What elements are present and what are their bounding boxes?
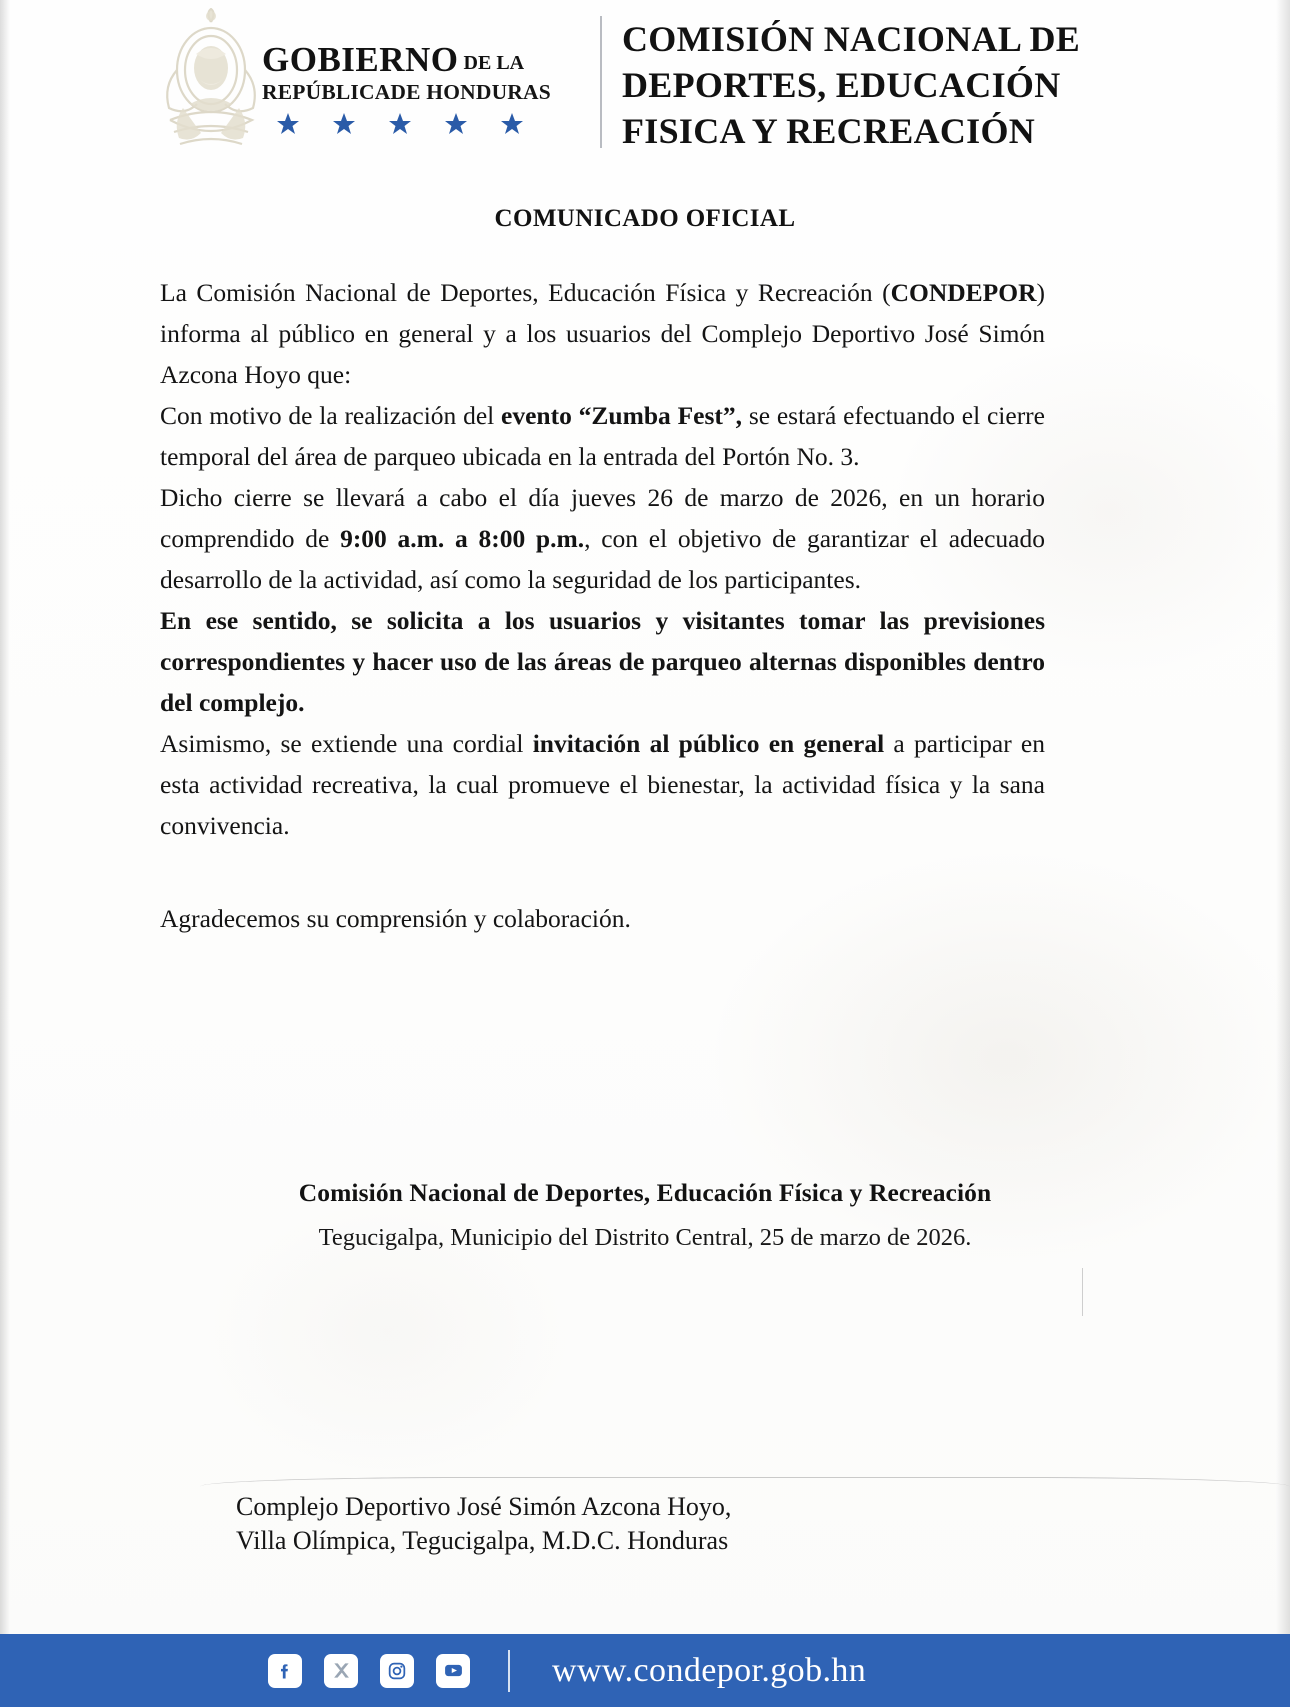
emphasis-text: evento “Zumba Fest”, xyxy=(501,401,743,430)
star-icon xyxy=(332,112,356,136)
institution-name xyxy=(622,16,1242,154)
paragraph-3 xyxy=(160,477,1045,600)
signature-place-date: Tegucigalpa, Municipio del Distrito Central, 25 de marzo de 2026. xyxy=(318,1224,972,1251)
footer-separator xyxy=(508,1650,510,1692)
header-divider xyxy=(600,16,602,148)
body-text: Con motivo de la realización del xyxy=(160,401,502,430)
page-title: COMUNICADO OFICIAL xyxy=(494,205,796,232)
emphasis-text: En ese sentido, se solicita a los usuarios y visitantes tomar las previsiones correspondientes y hacer uso de las áreas de parqueo alternas disponibles dentro del complejo. xyxy=(160,606,1045,717)
website-link[interactable]: www.condepor.gob.hn xyxy=(552,1651,867,1689)
republica-honduras-text: REPÚBLICADE HONDURAS xyxy=(262,80,551,104)
footer-address-line-1: Complejo Deportivo José Simón Azcona Hoyo, xyxy=(236,1492,732,1521)
body-text: , con el objetivo de garantizar el adecuado desarrollo de la actividad, así como la seguridad de los participantes. xyxy=(160,524,1045,594)
facebook-icon[interactable] xyxy=(268,1654,302,1688)
signature-organization: Comisión Nacional de Deportes, Educación Física y Recreación xyxy=(298,1178,992,1207)
footer-bar xyxy=(0,1634,1290,1707)
gobierno-line xyxy=(262,42,592,77)
honduras-coat-of-arms-icon xyxy=(150,8,272,166)
institution-line-2: DEPORTES, EDUCACIÓN xyxy=(622,65,1061,106)
star-icon xyxy=(444,112,468,136)
emphasis-text: invitación al público en general xyxy=(532,729,885,758)
footer-bar-content xyxy=(268,1650,866,1692)
paragraph-4 xyxy=(160,600,1045,723)
scan-edge-left xyxy=(0,0,10,1707)
body-text: ) informa al público en general y a los usuarios del Complejo Deportivo José Simón Azcona Hoyo que: xyxy=(160,278,1045,389)
signature-block xyxy=(0,1178,1290,1252)
emphasis-text: CONDEPOR xyxy=(890,278,1037,307)
star-icon xyxy=(388,112,412,136)
paragraph-spacer xyxy=(160,846,1045,898)
gobierno-main-text: GOBIERNO xyxy=(262,40,459,79)
star-icon xyxy=(500,112,524,136)
document-body xyxy=(160,272,1045,939)
footer-address xyxy=(236,1490,731,1558)
scan-edge-right xyxy=(1276,0,1290,1707)
gobierno-wordmark xyxy=(262,42,592,136)
scan-artifact-line xyxy=(1082,1268,1083,1316)
footer-address-line-2: Villa Olímpica, Tegucigalpa, M.D.C. Honduras xyxy=(236,1526,729,1555)
institution-line-3: FISICA Y RECREACIÓN xyxy=(622,111,1036,152)
instagram-icon[interactable] xyxy=(380,1654,414,1688)
youtube-icon[interactable] xyxy=(436,1654,470,1688)
body-text: Dicho cierre se llevará a cabo el día jueves 26 de marzo de 2026, en un horario comprendido de xyxy=(160,483,1045,553)
body-text: a participar en esta actividad recreativa, la cual promueve el bienestar, la actividad física y la sana convivencia. xyxy=(160,729,1045,840)
paragraph-2 xyxy=(160,395,1045,477)
emphasis-text: 9:00 a.m. a 8:00 p.m. xyxy=(340,524,585,553)
paragraph-6 xyxy=(160,898,1045,939)
body-text: La Comisión Nacional de Deportes, Educación Física y Recreación ( xyxy=(160,278,891,307)
body-text: se estará efectuando el cierre temporal del área de parqueo ubicada en la entrada del Portón No. 3. xyxy=(160,401,1045,471)
body-text: Asimismo, se extiende una cordial xyxy=(160,729,533,758)
document-header xyxy=(0,0,1290,172)
stars-row xyxy=(262,112,592,136)
gobierno-de-la-text: DE LA xyxy=(463,52,525,74)
x-twitter-icon[interactable] xyxy=(324,1654,358,1688)
star-icon xyxy=(276,112,300,136)
paragraph-1 xyxy=(160,272,1045,395)
paragraph-5 xyxy=(160,723,1045,846)
body-text: Agradecemos su comprensión y colaboración. xyxy=(160,904,631,933)
institution-line-1: COMISIÓN NACIONAL DE xyxy=(622,19,1081,59)
